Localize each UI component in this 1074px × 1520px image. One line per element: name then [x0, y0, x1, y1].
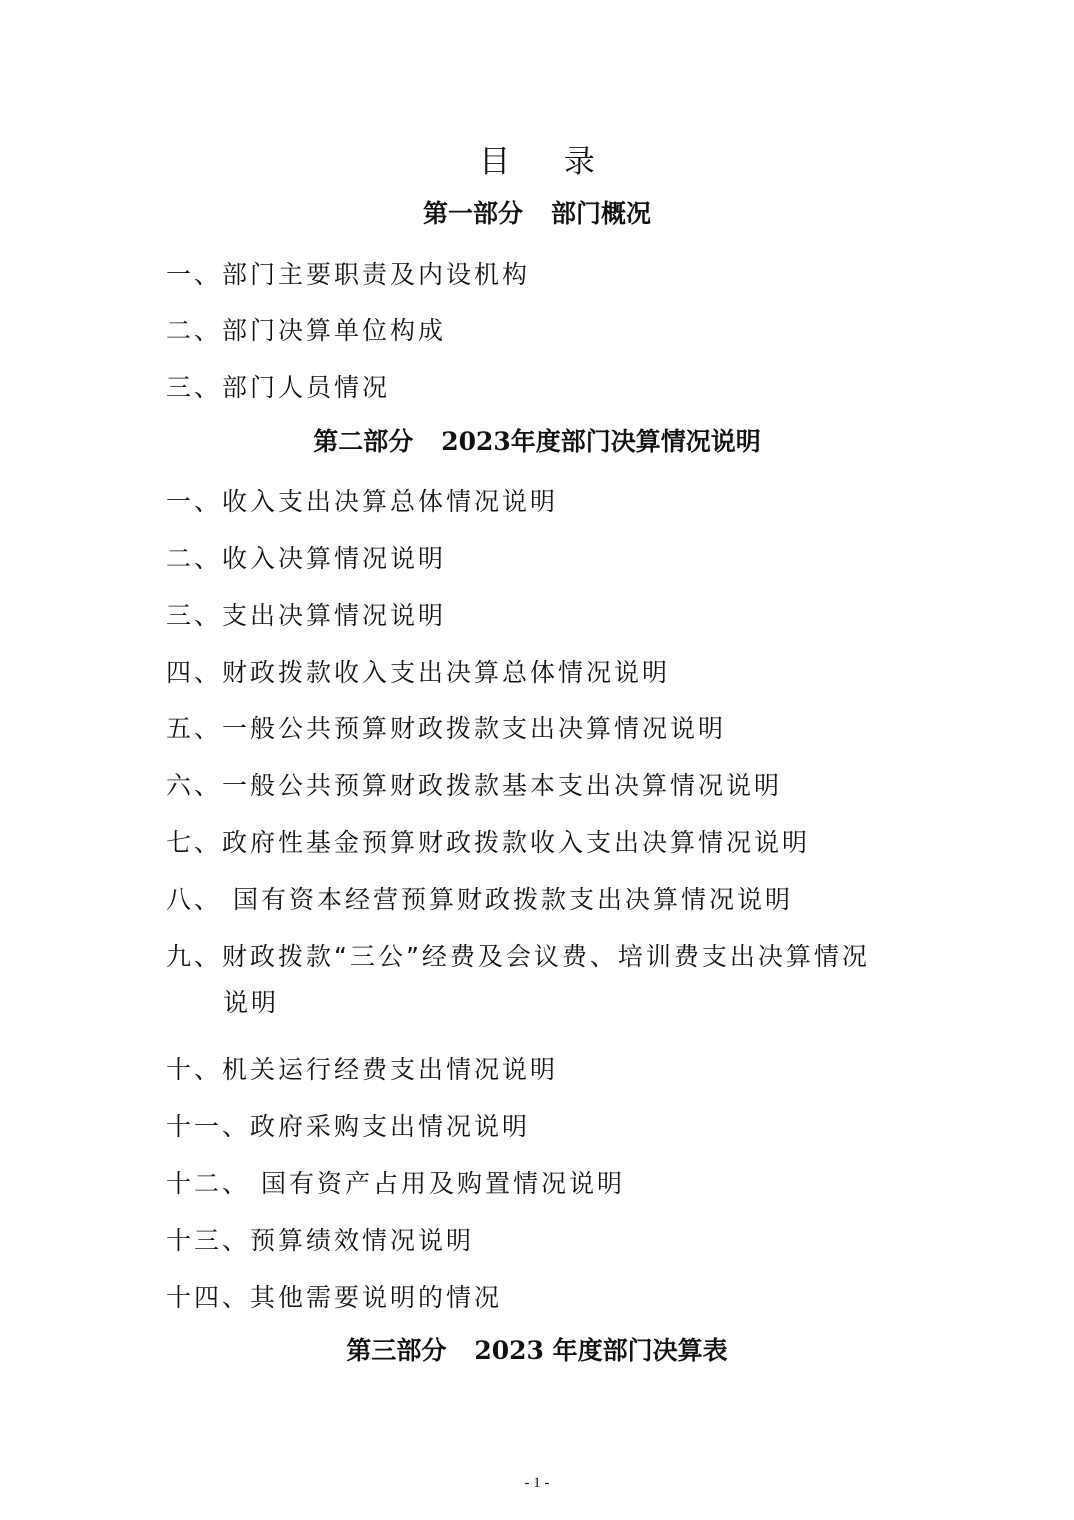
toc-item: 一、部门主要职责及内设机构 — [166, 260, 531, 289]
toc-item: 十三、预算绩效情况说明 — [166, 1226, 475, 1255]
toc-item: 三、部门人员情况 — [166, 373, 391, 402]
toc-item: 十一、政府采购支出情况说明 — [166, 1112, 531, 1141]
part2-name: 2023年度部门决算情况说明 — [441, 427, 761, 456]
toc-item: 十二、 国有资产占用及购置情况说明 — [166, 1169, 625, 1198]
toc-item: 八、 国有资本经营预算财政拨款支出决算情况说明 — [166, 885, 793, 914]
part2-heading — [0, 424, 1074, 460]
part1-heading — [0, 196, 1074, 232]
part3-label: 第三部分 — [346, 1336, 447, 1365]
toc-item-continuation: 说明 — [223, 988, 280, 1017]
toc-item: 五、一般公共预算财政拨款支出决算情况说明 — [166, 714, 727, 743]
page-number: - 1 - — [524, 1475, 550, 1491]
part3-name: 2023 年度部门决算表 — [474, 1336, 728, 1365]
part1-label: 第一部分 — [422, 199, 523, 228]
toc-title: 目 录 — [479, 144, 617, 180]
part1-name: 部门概况 — [551, 199, 652, 228]
toc-item: 二、收入决算情况说明 — [166, 544, 447, 573]
toc-item: 十四、其他需要说明的情况 — [166, 1283, 503, 1312]
toc-item: 七、政府性基金预算财政拨款收入支出决算情况说明 — [166, 828, 811, 857]
toc-item: 四、财政拨款收入支出决算总体情况说明 — [166, 658, 671, 687]
toc-item: 六、一般公共预算财政拨款基本支出决算情况说明 — [166, 771, 783, 800]
part3-heading — [0, 1333, 1074, 1369]
part2-label: 第二部分 — [313, 427, 414, 456]
toc-item: 十、机关运行经费支出情况说明 — [166, 1055, 559, 1084]
toc-item: 九、财政拨款“三公”经费及会议费、培训费支出决算情况 — [166, 942, 870, 971]
toc-item: 三、支出决算情况说明 — [166, 601, 447, 630]
toc-item: 二、部门决算单位构成 — [166, 316, 447, 345]
toc-item: 一、收入支出决算总体情况说明 — [166, 487, 559, 516]
